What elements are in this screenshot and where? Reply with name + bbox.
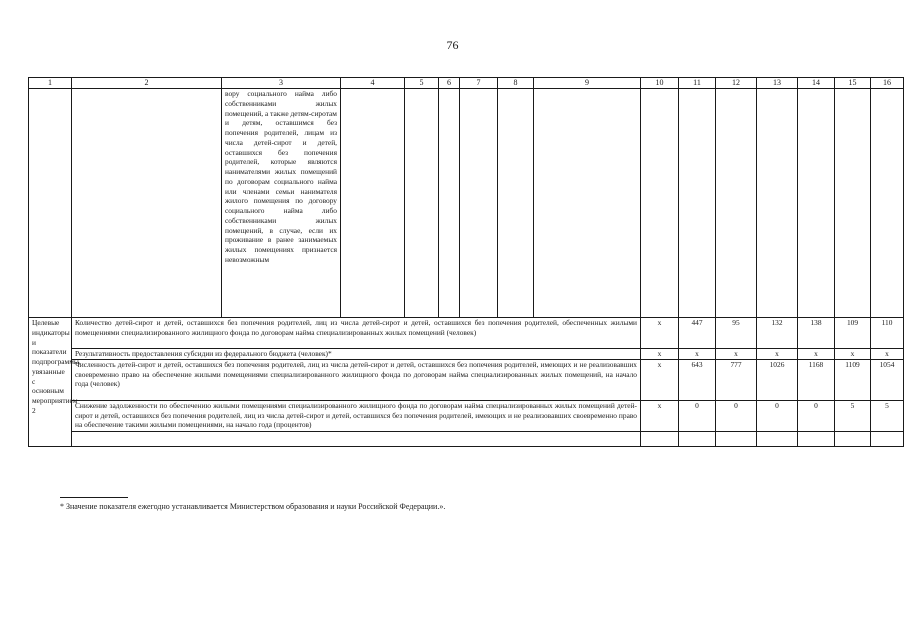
indicator-value: 110	[871, 318, 904, 349]
indicator-value: 447	[679, 318, 716, 349]
indicator-value: 643	[679, 359, 716, 400]
column-number: 6	[439, 78, 460, 89]
table-row	[29, 359, 904, 400]
table-row	[29, 349, 904, 360]
indicator-value: 0	[679, 400, 716, 431]
goal-indicators-label: Целевые индикаторы и показатели подпрограммы, увязанные с основным мероприятием 2	[29, 318, 72, 447]
indicator-value: x	[679, 349, 716, 360]
indicator-value: x	[757, 349, 798, 360]
table-row-empty	[29, 431, 904, 446]
continuation-row	[29, 89, 904, 318]
indicator-text: Численность детей-сирот и детей, оставшихся без попечения родителей, лиц из числа детей-сирот и детей, оставшихся без попечения родителей, имеющих и не реализовавших своевременно право на обеспечение жилыми помещениями специализированного жилищного фонда по договорам найма специализированных жилых помещений, на начало года (человек)	[72, 359, 641, 400]
table-row	[29, 400, 904, 431]
indicator-cell: x	[641, 349, 679, 360]
column-number: 2	[72, 78, 222, 89]
indicator-value: x	[716, 349, 757, 360]
indicator-value: 132	[757, 318, 798, 349]
indicator-value: x	[798, 349, 835, 360]
column-number: 16	[871, 78, 904, 89]
page-number: 76	[446, 38, 459, 52]
continuation-text: вору социального найма либо собственниками жилых помещений, а также детям-сиротам и детям, оставшимся без попечения родителей, лицам из числа детей-сирот и детей, оставшихся без попечения родителей, которые являются нанимателями жилых помещений по договорам социального найма или членами семьи нанимателя жилого помещения по договору социального найма либо собственниками жилых помещений, в случае, если их проживание в ранее занимаемых жилых помещениях признается невозможным	[225, 89, 337, 265]
indicator-value: 1168	[798, 359, 835, 400]
column-number: 9	[534, 78, 641, 89]
indicator-value: 0	[757, 400, 798, 431]
indicator-value: 1109	[835, 359, 871, 400]
column-number: 13	[757, 78, 798, 89]
continuation-cell	[222, 89, 341, 318]
column-number: 8	[498, 78, 534, 89]
footnote: * Значение показателя ежегодно устанавливается Министерством образования и науки Российской Федерации.».	[60, 502, 446, 511]
indicator-cell: x	[641, 318, 679, 349]
indicator-value: 138	[798, 318, 835, 349]
column-number: 11	[679, 78, 716, 89]
indicator-cell: x	[641, 359, 679, 400]
column-number: 10	[641, 78, 679, 89]
table-row	[29, 318, 904, 349]
column-number-row	[29, 78, 904, 89]
indicator-value: 5	[871, 400, 904, 431]
column-number: 4	[341, 78, 405, 89]
indicator-cell: x	[641, 400, 679, 431]
indicator-text: Результативность предоставления субсидии из федерального бюджета (человек)*	[72, 349, 641, 360]
column-number: 3	[222, 78, 341, 89]
indicator-value: x	[871, 349, 904, 360]
column-number: 1	[29, 78, 72, 89]
indicator-value: 109	[835, 318, 871, 349]
column-number: 7	[460, 78, 498, 89]
footnote-rule	[60, 497, 128, 498]
indicator-value: 1054	[871, 359, 904, 400]
indicator-value: 0	[798, 400, 835, 431]
indicator-text: Количество детей-сирот и детей, оставшихся без попечения родителей, лиц из числа детей-сирот и детей, оставшихся без попечения родителей, обеспеченных жилыми помещениями специализированного жилищного фонда по договорам найма специализированных жилых помещений (человек)	[72, 318, 641, 349]
indicator-value: 777	[716, 359, 757, 400]
column-number: 14	[798, 78, 835, 89]
column-number: 12	[716, 78, 757, 89]
indicator-value: 5	[835, 400, 871, 431]
column-number: 5	[405, 78, 439, 89]
indicator-value: x	[835, 349, 871, 360]
indicator-value: 0	[716, 400, 757, 431]
indicator-text: Снижение задолженности по обеспечению жилыми помещениями специализированного жилищного фонда по договорам найма специализированных жилых помещений детей-сирот и детей, оставшихся без попечения родителей, лиц из числа детей-сирот и детей, оставшихся без попечения родителей, имеющих и не реализовавших своевременно право на обеспечение такими жилыми помещениями, на начало года (процентов)	[72, 400, 641, 431]
indicators-table	[28, 77, 904, 447]
column-number: 15	[835, 78, 871, 89]
indicator-value: 1026	[757, 359, 798, 400]
indicator-value: 95	[716, 318, 757, 349]
